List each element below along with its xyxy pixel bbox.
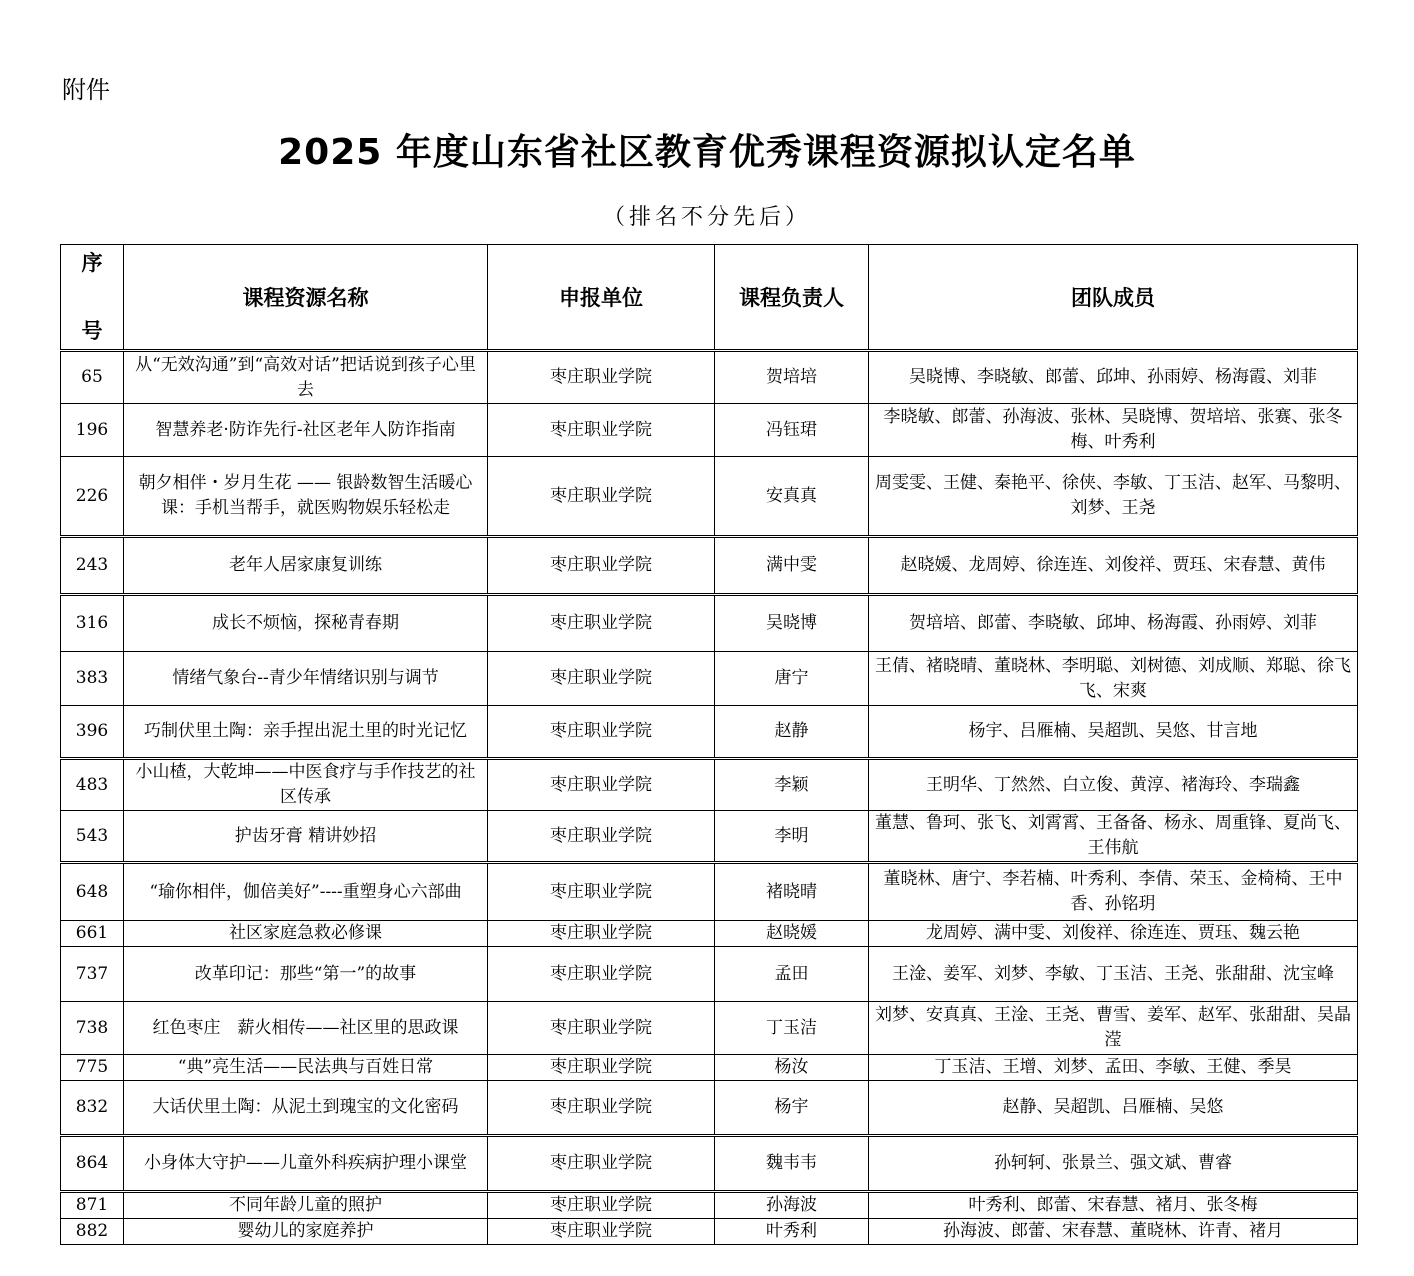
row-unit: 枣庄职业学院 [488,811,715,863]
row-leader: 冯钰珺 [715,404,869,457]
header-course: 课程资源名称 [124,245,488,351]
row-course: 小身体大守护——儿童外科疾病护理小课堂 [124,1136,488,1192]
row-number: 243 [61,537,124,595]
row-leader: 叶秀利 [715,1219,869,1245]
row-number: 738 [61,1002,124,1055]
table-row [61,1055,1358,1081]
row-unit: 枣庄职业学院 [488,1081,715,1136]
row-course: 智慧养老·防诈先行-社区老年人防诈指南 [124,404,488,457]
table-row [61,1219,1358,1245]
row-number: 483 [61,759,124,811]
row-course: 小山楂，大乾坤——中医食疗与手作技艺的社区传承 [124,759,488,811]
row-leader: 杨汝 [715,1055,869,1081]
row-members: 刘梦、安真真、王淦、王尧、曹雪、姜军、赵军、张甜甜、吴晶滢 [869,1002,1358,1055]
row-number: 196 [61,404,124,457]
row-unit: 枣庄职业学院 [488,947,715,1002]
row-number: 661 [61,921,124,947]
row-course: 不同年龄儿童的照护 [124,1192,488,1219]
row-members: 周雯雯、王健、秦艳平、徐侠、李敏、丁玉洁、赵军、马黎明、刘梦、王尧 [869,457,1358,537]
row-unit: 枣庄职业学院 [488,921,715,947]
row-number: 543 [61,811,124,863]
row-unit: 枣庄职业学院 [488,1136,715,1192]
row-members: 叶秀利、郎蕾、宋春慧、褚月、张冬梅 [869,1192,1358,1219]
row-leader: 贺培培 [715,351,869,404]
row-course: 巧制伏里土陶：亲手捏出泥土里的时光记忆 [124,706,488,759]
row-course: 红色枣庄 薪火相传——社区里的思政课 [124,1002,488,1055]
row-unit: 枣庄职业学院 [488,1192,715,1219]
table-row [61,1192,1358,1219]
row-unit: 枣庄职业学院 [488,1219,715,1245]
row-course: 婴幼儿的家庭养护 [124,1219,488,1245]
row-unit: 枣庄职业学院 [488,537,715,595]
row-members: 赵晓媛、龙周婷、徐连连、刘俊祥、贾珏、宋春慧、黄伟 [869,537,1358,595]
row-leader: 吴晓博 [715,595,869,652]
row-unit: 枣庄职业学院 [488,457,715,537]
row-members: 孙海波、郎蕾、宋春慧、董晓林、许青、褚月 [869,1219,1358,1245]
row-course: 情绪气象台--青少年情绪识别与调节 [124,652,488,706]
row-leader: 李颖 [715,759,869,811]
row-leader: 孙海波 [715,1192,869,1219]
row-unit: 枣庄职业学院 [488,652,715,706]
row-course: 老年人居家康复训练 [124,537,488,595]
row-leader: 丁玉洁 [715,1002,869,1055]
row-number: 775 [61,1055,124,1081]
row-leader: 褚晓晴 [715,863,869,921]
row-members: 丁玉洁、王增、刘梦、孟田、李敏、王健、季昊 [869,1055,1358,1081]
row-number: 648 [61,863,124,921]
row-members: 赵静、吴超凯、吕雁楠、吴悠 [869,1081,1358,1136]
table-row [61,947,1358,1002]
table-row [61,1002,1358,1055]
row-number: 65 [61,351,124,404]
row-leader: 安真真 [715,457,869,537]
table-row [61,706,1358,759]
row-course: “典”亮生活——民法典与百姓日常 [124,1055,488,1081]
row-unit: 枣庄职业学院 [488,595,715,652]
row-leader: 满中雯 [715,537,869,595]
header-seq-line2: 号 [81,319,103,343]
row-course: 朝夕相伴・岁月生花 —— 银龄数智生活暖心课：手机当帮手，就医购物娱乐轻松走 [124,457,488,537]
row-number: 396 [61,706,124,759]
row-course: “瑜你相伴，伽倍美好”----重塑身心六部曲 [124,863,488,921]
row-unit: 枣庄职业学院 [488,1002,715,1055]
table-row [61,811,1358,863]
row-leader: 孟田 [715,947,869,1002]
row-leader: 魏韦韦 [715,1136,869,1192]
row-course: 改革印记：那些“第一”的故事 [124,947,488,1002]
row-members: 王倩、褚晓晴、董晓林、李明聪、刘树德、刘成顺、郑聪、徐飞飞、宋爽 [869,652,1358,706]
row-members: 王淦、姜军、刘梦、李敏、丁玉洁、王尧、张甜甜、沈宝峰 [869,947,1358,1002]
row-course: 护齿牙膏 精讲妙招 [124,811,488,863]
row-course: 大话伏里土陶：从泥土到瑰宝的文化密码 [124,1081,488,1136]
row-members: 杨宇、吕雁楠、吴超凯、吴悠、甘言地 [869,706,1358,759]
table-row [61,351,1358,404]
row-unit: 枣庄职业学院 [488,706,715,759]
table-row [61,863,1358,921]
row-number: 737 [61,947,124,1002]
table-row [61,1081,1358,1136]
table-row [61,595,1358,652]
row-members: 董慧、鲁珂、张飞、刘霄霄、王备备、杨永、周重锋、夏尚飞、王伟航 [869,811,1358,863]
row-unit: 枣庄职业学院 [488,1055,715,1081]
header-unit: 申报单位 [488,245,715,351]
row-members: 龙周婷、满中雯、刘俊祥、徐连连、贾珏、魏云艳 [869,921,1358,947]
table-row [61,457,1358,537]
row-number: 871 [61,1192,124,1219]
row-unit: 枣庄职业学院 [488,404,715,457]
header-members: 团队成员 [869,245,1358,351]
row-course: 从“无效沟通”到“高效对话”把话说到孩子心里去 [124,351,488,404]
document-title: 2025 年度山东省社区教育优秀课程资源拟认定名单 [278,132,1136,173]
table-row [61,652,1358,706]
row-members: 李晓敏、郎蕾、孙海波、张林、吴晓博、贺培培、张赛、张冬梅、叶秀利 [869,404,1358,457]
row-number: 864 [61,1136,124,1192]
table-row [61,537,1358,595]
row-members: 王明华、丁然然、白立俊、黄淳、褚海玲、李瑞鑫 [869,759,1358,811]
row-leader: 杨宇 [715,1081,869,1136]
row-number: 226 [61,457,124,537]
row-members: 贺培培、郎蕾、李晓敏、邱坤、杨海霞、孙雨婷、刘菲 [869,595,1358,652]
row-leader: 赵静 [715,706,869,759]
row-number: 882 [61,1219,124,1245]
table-row [61,1136,1358,1192]
row-members: 孙轲轲、张景兰、强文斌、曹睿 [869,1136,1358,1192]
header-leader: 课程负责人 [715,245,869,351]
row-course: 成长不烦恼，探秘青春期 [124,595,488,652]
row-unit: 枣庄职业学院 [488,759,715,811]
row-members: 董晓林、唐宁、李若楠、叶秀利、李倩、荣玉、金椅椅、王中香、孙铭玥 [869,863,1358,921]
row-number: 832 [61,1081,124,1136]
table-row [61,759,1358,811]
course-list-table [60,244,1358,1245]
document-subtitle: （排名不分先后） [602,205,811,230]
header-seq [61,245,124,351]
row-unit: 枣庄职业学院 [488,351,715,404]
row-members: 吴晓博、李晓敏、郎蕾、邱坤、孙雨婷、杨海霞、刘菲 [869,351,1358,404]
row-number: 383 [61,652,124,706]
table-row [61,404,1358,457]
row-leader: 唐宁 [715,652,869,706]
table-row [61,921,1358,947]
table-header-row [61,245,1358,351]
row-leader: 李明 [715,811,869,863]
attachment-label: 附件 [62,76,110,104]
row-course: 社区家庭急救必修课 [124,921,488,947]
header-seq-line1: 序 [81,251,103,275]
row-unit: 枣庄职业学院 [488,863,715,921]
row-number: 316 [61,595,124,652]
row-leader: 赵晓媛 [715,921,869,947]
